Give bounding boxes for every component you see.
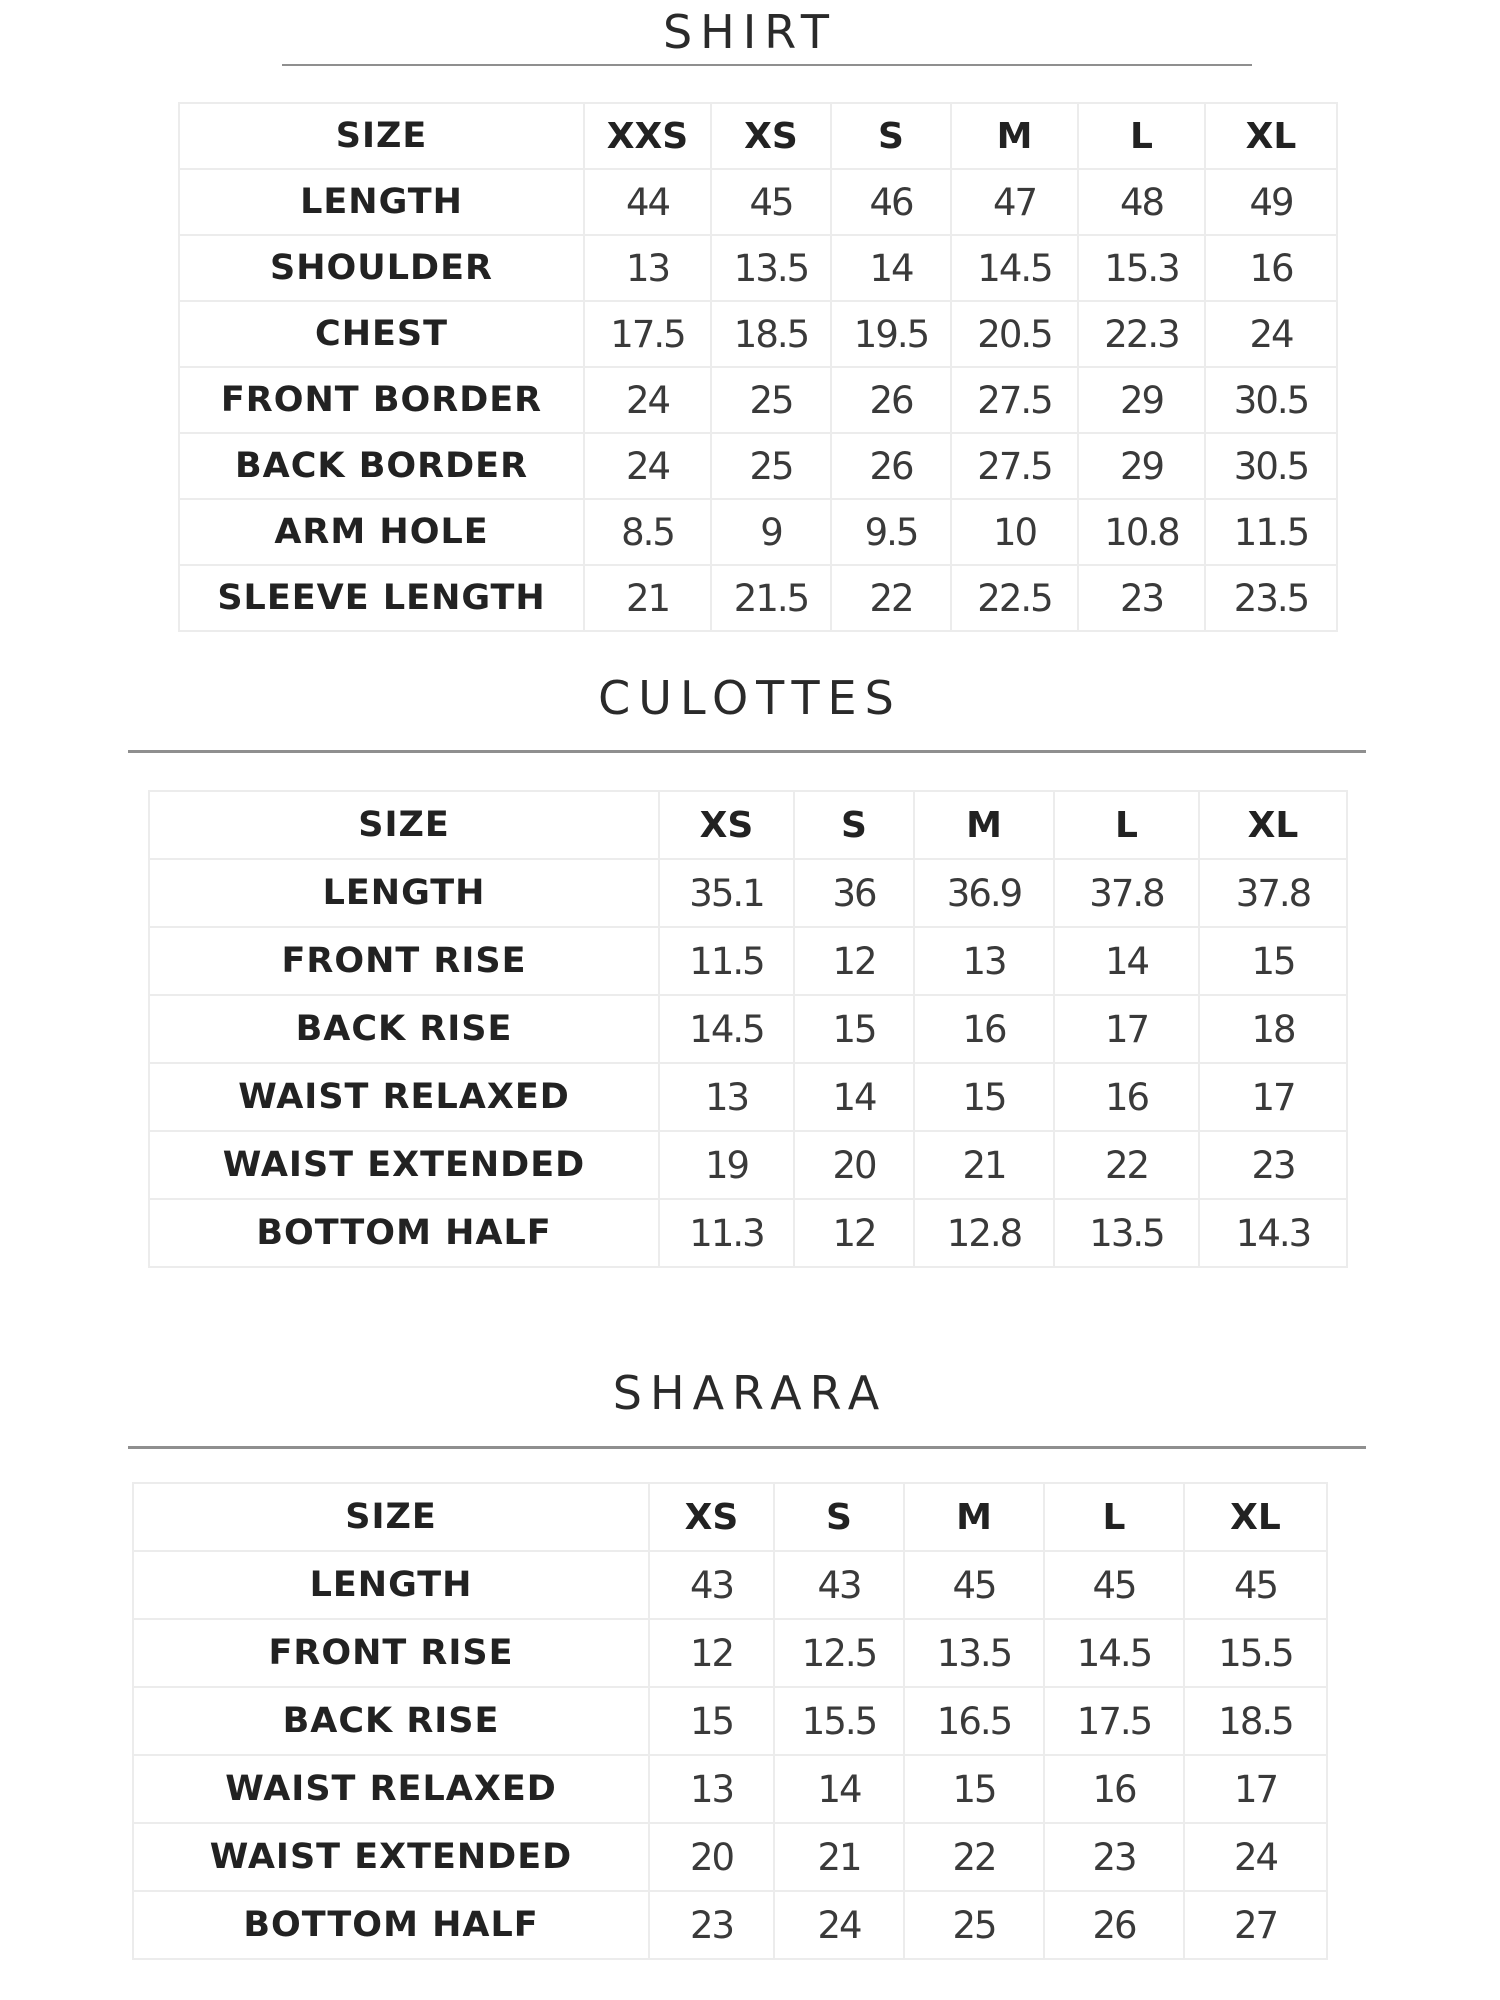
measurement-value: 16 (1205, 235, 1337, 301)
sharara-title: SHARARA (612, 1366, 888, 1420)
table-row (179, 367, 1337, 433)
measurement-value: 24 (1184, 1823, 1327, 1891)
measurement-value: 21 (914, 1131, 1054, 1199)
measurement-value: 13 (649, 1755, 774, 1823)
size-column-header: XL (1205, 103, 1337, 169)
measurement-value: 14 (831, 235, 951, 301)
measurement-value: 37.8 (1054, 859, 1199, 927)
measurement-value: 17.5 (584, 301, 711, 367)
shirt-divider (282, 64, 1252, 66)
culottes-divider (128, 750, 1366, 753)
measurement-value: 13.5 (1054, 1199, 1199, 1267)
culottes-title: CULOTTES (598, 671, 902, 725)
sharara-size-table (132, 1482, 1328, 1960)
shirt-title: SHIRT (662, 5, 838, 59)
measurement-label: LENGTH (149, 859, 659, 927)
measurement-label: FRONT RISE (149, 927, 659, 995)
measurement-value: 48 (1078, 169, 1205, 235)
measurement-value: 13 (584, 235, 711, 301)
measurement-value: 15 (1199, 927, 1347, 995)
size-column-header: XS (659, 791, 794, 859)
measurement-label: BACK RISE (133, 1687, 649, 1755)
measurement-value: 23 (1199, 1131, 1347, 1199)
measurement-value: 17 (1199, 1063, 1347, 1131)
table-row (149, 995, 1347, 1063)
culottes-header-row (149, 791, 1347, 859)
measurement-value: 14.3 (1199, 1199, 1347, 1267)
measurement-value: 30.5 (1205, 433, 1337, 499)
measurement-value: 45 (1044, 1551, 1184, 1619)
measurement-value: 37.8 (1199, 859, 1347, 927)
measurement-value: 45 (904, 1551, 1044, 1619)
measurement-value: 13 (914, 927, 1054, 995)
table-row (149, 1063, 1347, 1131)
size-column-header: M (904, 1483, 1044, 1551)
measurement-value: 25 (711, 433, 831, 499)
measurement-value: 11.3 (659, 1199, 794, 1267)
measurement-label: WAIST RELAXED (149, 1063, 659, 1131)
table-row (133, 1823, 1327, 1891)
table-row (179, 169, 1337, 235)
measurement-value: 22.5 (951, 565, 1078, 631)
measurement-value: 20 (649, 1823, 774, 1891)
measurement-value: 14 (774, 1755, 904, 1823)
measurement-label: BOTTOM HALF (149, 1199, 659, 1267)
measurement-value: 17 (1184, 1755, 1327, 1823)
measurement-value: 36 (794, 859, 914, 927)
size-column-header: L (1078, 103, 1205, 169)
table-row (133, 1619, 1327, 1687)
measurement-value: 29 (1078, 367, 1205, 433)
measurement-value: 45 (1184, 1551, 1327, 1619)
measurement-value: 15 (794, 995, 914, 1063)
table-row (179, 235, 1337, 301)
culottes-size-table (148, 790, 1348, 1268)
measurement-value: 15 (914, 1063, 1054, 1131)
measurement-value: 26 (831, 367, 951, 433)
measurement-value: 17.5 (1044, 1687, 1184, 1755)
measurement-value: 9.5 (831, 499, 951, 565)
measurement-value: 23.5 (1205, 565, 1337, 631)
size-column-header: L (1054, 791, 1199, 859)
measurement-value: 30.5 (1205, 367, 1337, 433)
measurement-value: 16.5 (904, 1687, 1044, 1755)
size-column-header: XL (1184, 1483, 1327, 1551)
measurement-value: 24 (584, 367, 711, 433)
table-row (149, 859, 1347, 927)
measurement-value: 23 (1044, 1823, 1184, 1891)
table-row (133, 1687, 1327, 1755)
measurement-value: 26 (831, 433, 951, 499)
measurement-value: 16 (1044, 1755, 1184, 1823)
size-column-header: L (1044, 1483, 1184, 1551)
measurement-value: 22 (904, 1823, 1044, 1891)
size-column-header: S (794, 791, 914, 859)
measurement-value: 49 (1205, 169, 1337, 235)
size-column-header: XS (649, 1483, 774, 1551)
measurement-value: 24 (584, 433, 711, 499)
measurement-value: 24 (1205, 301, 1337, 367)
measurement-value: 14 (794, 1063, 914, 1131)
size-column-header: XL (1199, 791, 1347, 859)
measurement-value: 15 (649, 1687, 774, 1755)
measurement-label: ARM HOLE (179, 499, 584, 565)
measurement-label: FRONT RISE (133, 1619, 649, 1687)
measurement-value: 18.5 (711, 301, 831, 367)
size-column-header: S (831, 103, 951, 169)
measurement-value: 22 (831, 565, 951, 631)
measurement-value: 23 (1078, 565, 1205, 631)
measurement-value: 20.5 (951, 301, 1078, 367)
measurement-label: CHEST (179, 301, 584, 367)
measurement-value: 14.5 (951, 235, 1078, 301)
measurement-label: SHOULDER (179, 235, 584, 301)
sharara-divider (128, 1446, 1366, 1449)
size-column-header: S (774, 1483, 904, 1551)
size-column-header: M (951, 103, 1078, 169)
table-row (133, 1755, 1327, 1823)
table-row (149, 927, 1347, 995)
measurement-value: 9 (711, 499, 831, 565)
measurement-label: FRONT BORDER (179, 367, 584, 433)
measurement-value: 23 (649, 1891, 774, 1959)
measurement-value: 20 (794, 1131, 914, 1199)
table-row (179, 499, 1337, 565)
sharara-header-row (133, 1483, 1327, 1551)
measurement-value: 25 (904, 1891, 1044, 1959)
measurement-value: 16 (914, 995, 1054, 1063)
measurement-value: 11.5 (1205, 499, 1337, 565)
size-column-header: XS (711, 103, 831, 169)
measurement-value: 14 (1054, 927, 1199, 995)
measurement-value: 25 (711, 367, 831, 433)
measurement-value: 43 (649, 1551, 774, 1619)
measurement-value: 10.8 (1078, 499, 1205, 565)
measurement-value: 44 (584, 169, 711, 235)
measurement-value: 19 (659, 1131, 794, 1199)
table-row (133, 1891, 1327, 1959)
table-row (133, 1551, 1327, 1619)
measurement-label: LENGTH (179, 169, 584, 235)
measurement-value: 18 (1199, 995, 1347, 1063)
measurement-value: 27.5 (951, 433, 1078, 499)
measurement-value: 47 (951, 169, 1078, 235)
measurement-value: 46 (831, 169, 951, 235)
measurement-value: 17 (1054, 995, 1199, 1063)
measurement-value: 12.5 (774, 1619, 904, 1687)
measurement-value: 14.5 (659, 995, 794, 1063)
measurement-value: 13.5 (904, 1619, 1044, 1687)
size-header: SIZE (133, 1483, 649, 1551)
measurement-label: WAIST RELAXED (133, 1755, 649, 1823)
measurement-value: 29 (1078, 433, 1205, 499)
measurement-value: 11.5 (659, 927, 794, 995)
shirt-size-table (178, 102, 1338, 632)
size-column-header: XXS (584, 103, 711, 169)
measurement-label: BACK RISE (149, 995, 659, 1063)
measurement-value: 15 (904, 1755, 1044, 1823)
size-header: SIZE (179, 103, 584, 169)
measurement-value: 36.9 (914, 859, 1054, 927)
measurement-value: 22.3 (1078, 301, 1205, 367)
table-row (149, 1199, 1347, 1267)
table-row (179, 565, 1337, 631)
measurement-value: 12 (794, 927, 914, 995)
table-row (149, 1131, 1347, 1199)
measurement-value: 27.5 (951, 367, 1078, 433)
measurement-value: 13.5 (711, 235, 831, 301)
size-column-header: M (914, 791, 1054, 859)
measurement-label: BOTTOM HALF (133, 1891, 649, 1959)
measurement-value: 21 (584, 565, 711, 631)
measurement-value: 45 (711, 169, 831, 235)
size-header: SIZE (149, 791, 659, 859)
measurement-value: 43 (774, 1551, 904, 1619)
measurement-value: 21.5 (711, 565, 831, 631)
measurement-label: SLEEVE LENGTH (179, 565, 584, 631)
measurement-value: 15.5 (1184, 1619, 1327, 1687)
measurement-value: 13 (659, 1063, 794, 1131)
table-row (179, 301, 1337, 367)
measurement-value: 21 (774, 1823, 904, 1891)
measurement-value: 22 (1054, 1131, 1199, 1199)
measurement-value: 18.5 (1184, 1687, 1327, 1755)
measurement-label: BACK BORDER (179, 433, 584, 499)
measurement-value: 24 (774, 1891, 904, 1959)
measurement-label: WAIST EXTENDED (133, 1823, 649, 1891)
measurement-value: 12 (649, 1619, 774, 1687)
measurement-label: WAIST EXTENDED (149, 1131, 659, 1199)
measurement-value: 12 (794, 1199, 914, 1267)
measurement-value: 19.5 (831, 301, 951, 367)
measurement-value: 35.1 (659, 859, 794, 927)
measurement-value: 15.5 (774, 1687, 904, 1755)
measurement-value: 27 (1184, 1891, 1327, 1959)
measurement-label: LENGTH (133, 1551, 649, 1619)
measurement-value: 8.5 (584, 499, 711, 565)
measurement-value: 12.8 (914, 1199, 1054, 1267)
measurement-value: 16 (1054, 1063, 1199, 1131)
measurement-value: 10 (951, 499, 1078, 565)
measurement-value: 14.5 (1044, 1619, 1184, 1687)
measurement-value: 15.3 (1078, 235, 1205, 301)
shirt-header-row (179, 103, 1337, 169)
table-row (179, 433, 1337, 499)
measurement-value: 26 (1044, 1891, 1184, 1959)
